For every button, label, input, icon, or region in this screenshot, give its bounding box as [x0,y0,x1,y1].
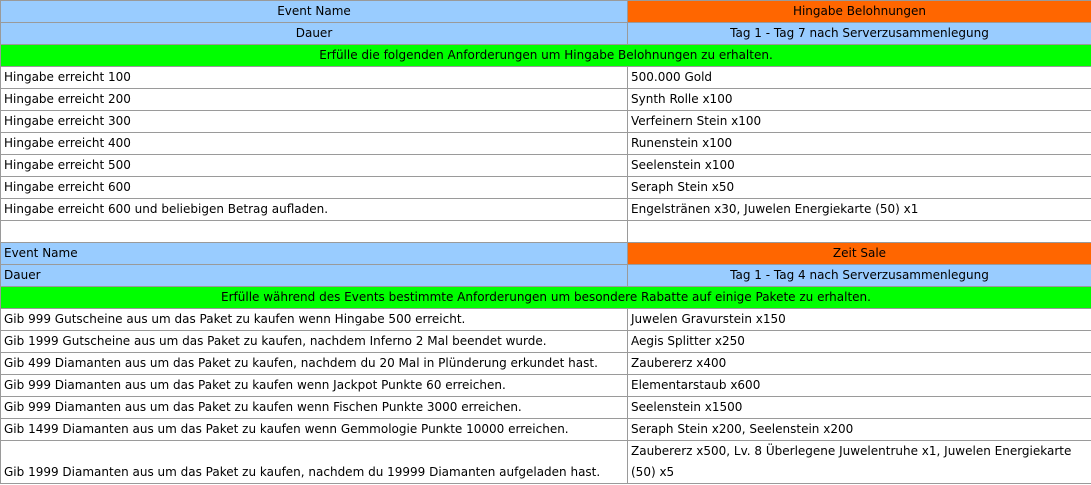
reward-cell: Runenstein x100 [628,133,1091,155]
table-row [1,441,1091,484]
requirement-cell: Hingabe erreicht 600 [1,177,628,199]
requirement-cell: Gib 1999 Gutscheine aus um das Paket zu kaufen, nachdem Inferno 2 Mal beendet wurde. [1,331,628,353]
reward-cell: Elementarstaub x600 [628,375,1091,397]
requirement-cell: Gib 1999 Diamanten aus um das Paket zu kaufen, nachdem du 19999 Diamanten aufgeladen hast. [1,441,628,484]
reward-cell: Seelenstein x100 [628,155,1091,177]
requirement-cell: Gib 499 Diamanten aus um das Paket zu kaufen, nachdem du 20 Mal in Plünderung erkundet hast. [1,353,628,375]
table-row [1,89,1091,111]
table-row [1,155,1091,177]
table-row [1,67,1091,89]
table-row [1,287,1091,309]
requirement-cell: Hingabe erreicht 200 [1,89,628,111]
reward-cell: Juwelen Gravurstein x150 [628,309,1091,331]
table-row [1,199,1091,221]
event-name-label: Event Name [1,243,628,265]
table-row [1,265,1091,287]
table-row [1,419,1091,441]
reward-cell: Zaubererz x500, Lv. 8 Überlegene Juwelentruhe x1, Juwelen Energiekarte (50) x5 [628,441,1091,484]
event-name-value: Zeit Sale [628,243,1091,265]
table-row [1,243,1091,265]
duration-label: Dauer [1,265,628,287]
table-row [1,177,1091,199]
event-name-value: Hingabe Belohnungen [628,1,1091,23]
table-row [1,353,1091,375]
duration-value: Tag 1 - Tag 4 nach Serverzusammenlegung [628,265,1091,287]
reward-cell: Seelenstein x1500 [628,397,1091,419]
reward-cell: Zaubererz x400 [628,353,1091,375]
reward-cell: Seraph Stein x200, Seelenstein x200 [628,419,1091,441]
reward-cell: Seraph Stein x50 [628,177,1091,199]
duration-value: Tag 1 - Tag 7 nach Serverzusammenlegung [628,23,1091,45]
spacer-row [1,221,1091,243]
reward-cell: Verfeinern Stein x100 [628,111,1091,133]
empty-cell [628,221,1091,243]
instruction-note: Erfülle während des Events bestimmte Anforderungen um besondere Rabatte auf einige Pakete zu erhalten. [1,287,1091,309]
reward-cell: 500.000 Gold [628,67,1091,89]
event-name-label: Event Name [1,1,628,23]
table-row [1,133,1091,155]
requirement-cell: Hingabe erreicht 300 [1,111,628,133]
reward-cell: Synth Rolle x100 [628,89,1091,111]
table-row [1,309,1091,331]
table-row [1,1,1091,23]
requirement-cell: Gib 1499 Diamanten aus um das Paket zu kaufen wenn Gemmologie Punkte 10000 erreichen. [1,419,628,441]
duration-label: Dauer [1,23,628,45]
table-row [1,331,1091,353]
requirement-cell: Hingabe erreicht 600 und beliebigen Betrag aufladen. [1,199,628,221]
requirement-cell: Gib 999 Gutscheine aus um das Paket zu kaufen wenn Hingabe 500 erreicht. [1,309,628,331]
reward-cell: Engelstränen x30, Juwelen Energiekarte (50) x1 [628,199,1091,221]
requirement-cell: Gib 999 Diamanten aus um das Paket zu kaufen wenn Jackpot Punkte 60 erreichen. [1,375,628,397]
table-row [1,23,1091,45]
requirement-cell: Hingabe erreicht 500 [1,155,628,177]
table-row [1,45,1091,67]
table-row [1,111,1091,133]
instruction-note: Erfülle die folgenden Anforderungen um Hingabe Belohnungen zu erhalten. [1,45,1091,67]
requirement-cell: Hingabe erreicht 100 [1,67,628,89]
requirement-cell: Gib 999 Diamanten aus um das Paket zu kaufen wenn Fischen Punkte 3000 erreichen. [1,397,628,419]
requirement-cell: Hingabe erreicht 400 [1,133,628,155]
reward-cell: Aegis Splitter x250 [628,331,1091,353]
table-row [1,375,1091,397]
empty-cell [1,221,628,243]
table-row [1,397,1091,419]
